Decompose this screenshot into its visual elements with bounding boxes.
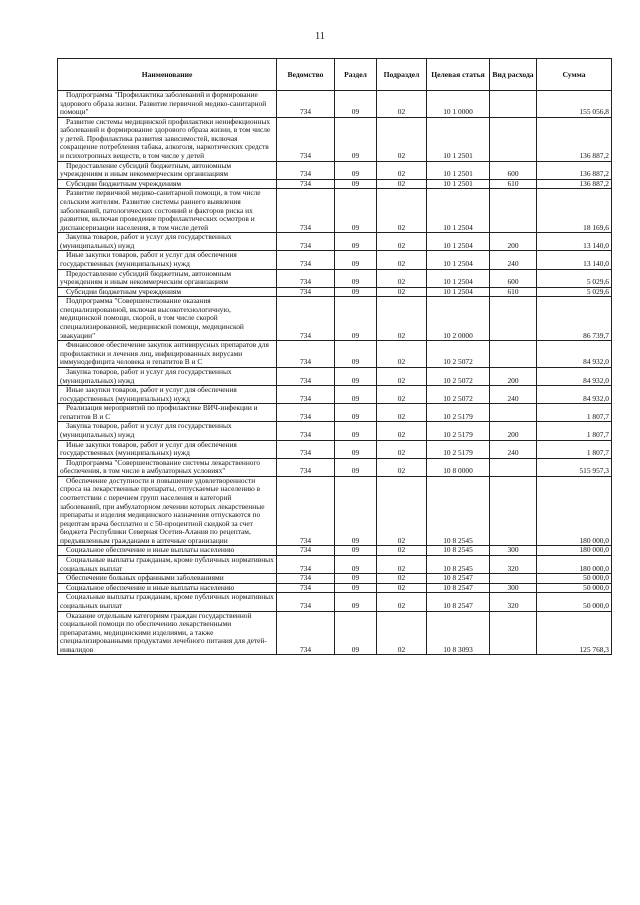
row-name: Реализация мероприятий по профилактике ВИЧ-инфекции и гепатитов В и С bbox=[58, 404, 277, 422]
row-target: 10 1 2504 bbox=[427, 269, 490, 287]
row-name: Субсидии бюджетным учреждениям bbox=[58, 179, 277, 189]
row-expense-type: 200 bbox=[490, 422, 537, 440]
row-name: Подпрограмма "Совершенствование системы лекарственного обеспечения, в том числе в амбулаторных условиях" bbox=[58, 458, 277, 476]
row-sum: 50 000,0 bbox=[537, 574, 612, 584]
table-row bbox=[58, 404, 612, 422]
row-expense-type bbox=[490, 574, 537, 584]
row-sum: 125 768,3 bbox=[537, 611, 612, 655]
row-section: 09 bbox=[335, 593, 377, 611]
row-expense-type bbox=[490, 117, 537, 161]
row-section: 09 bbox=[335, 117, 377, 161]
row-sum: 50 000,0 bbox=[537, 583, 612, 593]
row-subsection: 02 bbox=[377, 593, 427, 611]
row-sum: 5 029,6 bbox=[537, 287, 612, 297]
row-subsection: 02 bbox=[377, 341, 427, 368]
row-subsection: 02 bbox=[377, 91, 427, 118]
row-expense-type: 240 bbox=[490, 386, 537, 404]
row-expense-type: 320 bbox=[490, 593, 537, 611]
row-dept: 734 bbox=[277, 583, 335, 593]
row-expense-type bbox=[490, 341, 537, 368]
row-expense-type bbox=[490, 458, 537, 476]
row-sum: 136 887,2 bbox=[537, 161, 612, 179]
row-section: 09 bbox=[335, 341, 377, 368]
row-name: Социальное обеспечение и иные выплаты населению bbox=[58, 583, 277, 593]
row-sum: 180 000,0 bbox=[537, 476, 612, 546]
row-dept: 734 bbox=[277, 287, 335, 297]
table-row bbox=[58, 189, 612, 233]
row-name: Закупка товаров, работ и услуг для государственных (муниципальных) нужд bbox=[58, 367, 277, 385]
row-expense-type: 600 bbox=[490, 269, 537, 287]
row-section: 09 bbox=[335, 458, 377, 476]
row-target: 10 8 2545 bbox=[427, 556, 490, 574]
row-name: Предоставление субсидий бюджетным, автономным учреждениям и иным некоммерческим организациям bbox=[58, 161, 277, 179]
row-subsection: 02 bbox=[377, 458, 427, 476]
row-target: 10 1 2504 bbox=[427, 251, 490, 269]
table-row bbox=[58, 233, 612, 251]
row-sum: 155 056,8 bbox=[537, 91, 612, 118]
row-dept: 734 bbox=[277, 386, 335, 404]
row-subsection: 02 bbox=[377, 287, 427, 297]
row-section: 09 bbox=[335, 269, 377, 287]
row-dept: 734 bbox=[277, 404, 335, 422]
table-row bbox=[58, 117, 612, 161]
row-dept: 734 bbox=[277, 117, 335, 161]
row-subsection: 02 bbox=[377, 422, 427, 440]
row-target: 10 8 2545 bbox=[427, 476, 490, 546]
row-section: 09 bbox=[335, 546, 377, 556]
row-name: Развитие первичной медико-санитарной помощи, в том числе сельским жителям. Развитие системы раннего выявления заболеваний, патологических состояний и факторов риска их развития, включая проведение профилактических осмотров и диспансеризации населения, в том числе детей bbox=[58, 189, 277, 233]
row-dept: 734 bbox=[277, 367, 335, 385]
row-target: 10 2 5072 bbox=[427, 386, 490, 404]
budget-table bbox=[57, 58, 612, 655]
header-section: Раздел bbox=[335, 59, 377, 91]
row-subsection: 02 bbox=[377, 404, 427, 422]
header-target: Целевая статья bbox=[427, 59, 490, 91]
row-target: 10 8 2547 bbox=[427, 593, 490, 611]
row-dept: 734 bbox=[277, 611, 335, 655]
row-dept: 734 bbox=[277, 179, 335, 189]
table-row bbox=[58, 367, 612, 385]
table-header-row bbox=[58, 59, 612, 91]
row-section: 09 bbox=[335, 367, 377, 385]
table-row bbox=[58, 251, 612, 269]
row-target: 10 8 2545 bbox=[427, 546, 490, 556]
row-subsection: 02 bbox=[377, 386, 427, 404]
row-section: 09 bbox=[335, 404, 377, 422]
row-expense-type bbox=[490, 611, 537, 655]
row-name: Социальные выплаты гражданам, кроме публичных нормативных социальных выплат bbox=[58, 556, 277, 574]
table-row bbox=[58, 611, 612, 655]
table-row bbox=[58, 91, 612, 118]
row-target: 10 2 5179 bbox=[427, 404, 490, 422]
row-expense-type: 300 bbox=[490, 583, 537, 593]
table-row bbox=[58, 161, 612, 179]
row-expense-type bbox=[490, 189, 537, 233]
row-dept: 734 bbox=[277, 440, 335, 458]
row-expense-type: 610 bbox=[490, 179, 537, 189]
row-subsection: 02 bbox=[377, 251, 427, 269]
row-dept: 734 bbox=[277, 251, 335, 269]
row-dept: 734 bbox=[277, 269, 335, 287]
row-expense-type: 200 bbox=[490, 233, 537, 251]
row-subsection: 02 bbox=[377, 179, 427, 189]
row-sum: 180 000,0 bbox=[537, 556, 612, 574]
row-name: Закупка товаров, работ и услуг для государственных (муниципальных) нужд bbox=[58, 233, 277, 251]
row-section: 09 bbox=[335, 476, 377, 546]
row-section: 09 bbox=[335, 422, 377, 440]
table-row bbox=[58, 476, 612, 546]
row-name: Обеспечение больных орфанными заболеваниями bbox=[58, 574, 277, 584]
row-subsection: 02 bbox=[377, 189, 427, 233]
table-row bbox=[58, 458, 612, 476]
row-expense-type: 610 bbox=[490, 287, 537, 297]
row-target: 10 8 2547 bbox=[427, 574, 490, 584]
row-expense-type: 300 bbox=[490, 546, 537, 556]
row-sum: 1 807,7 bbox=[537, 422, 612, 440]
row-section: 09 bbox=[335, 611, 377, 655]
table-row bbox=[58, 386, 612, 404]
row-dept: 734 bbox=[277, 556, 335, 574]
row-section: 09 bbox=[335, 386, 377, 404]
header-subsection: Подраздел bbox=[377, 59, 427, 91]
row-sum: 136 887,2 bbox=[537, 117, 612, 161]
table-row bbox=[58, 574, 612, 584]
row-expense-type: 200 bbox=[490, 367, 537, 385]
row-section: 09 bbox=[335, 556, 377, 574]
row-subsection: 02 bbox=[377, 117, 427, 161]
row-sum: 1 807,7 bbox=[537, 440, 612, 458]
row-section: 09 bbox=[335, 583, 377, 593]
row-subsection: 02 bbox=[377, 440, 427, 458]
row-dept: 734 bbox=[277, 297, 335, 341]
row-target: 10 2 0000 bbox=[427, 297, 490, 341]
row-sum: 5 029,6 bbox=[537, 269, 612, 287]
header-dept: Ведомство bbox=[277, 59, 335, 91]
row-target: 10 2 5072 bbox=[427, 367, 490, 385]
row-subsection: 02 bbox=[377, 556, 427, 574]
row-expense-type: 240 bbox=[490, 440, 537, 458]
row-sum: 13 140,0 bbox=[537, 251, 612, 269]
row-section: 09 bbox=[335, 161, 377, 179]
row-section: 09 bbox=[335, 251, 377, 269]
row-name: Иные закупки товаров, работ и услуг для обеспечения государственных (муниципальных) нужд bbox=[58, 251, 277, 269]
row-dept: 734 bbox=[277, 91, 335, 118]
row-dept: 734 bbox=[277, 476, 335, 546]
row-name: Подпрограмма "Совершенствование оказания специализированной, включая высокотехнологичную, медицинской помощи, скорой, в том числе скорой специализированной, медицинской помощи, медицинской эвакуации" bbox=[58, 297, 277, 341]
row-target: 10 2 5179 bbox=[427, 440, 490, 458]
row-sum: 50 000,0 bbox=[537, 593, 612, 611]
row-target: 10 1 2504 bbox=[427, 233, 490, 251]
row-name: Подпрограмма "Профилактика заболеваний и формирование здорового образа жизни. Развитие первичной медико-санитарной помощи" bbox=[58, 91, 277, 118]
row-section: 09 bbox=[335, 91, 377, 118]
row-section: 09 bbox=[335, 440, 377, 458]
row-subsection: 02 bbox=[377, 476, 427, 546]
row-section: 09 bbox=[335, 189, 377, 233]
row-section: 09 bbox=[335, 574, 377, 584]
row-sum: 13 140,0 bbox=[537, 233, 612, 251]
row-name: Оказание отдельным категориям граждан государственной социальной помощи по обеспечению лекарственными препаратами, медицинскими изделиями, а также специализированными продуктами лечебного питания для детей-инвалидов bbox=[58, 611, 277, 655]
row-dept: 734 bbox=[277, 422, 335, 440]
row-sum: 180 000,0 bbox=[537, 546, 612, 556]
table-row bbox=[58, 341, 612, 368]
row-name: Иные закупки товаров, работ и услуг для обеспечения государственных (муниципальных) нужд bbox=[58, 440, 277, 458]
row-target: 10 2 5179 bbox=[427, 422, 490, 440]
row-sum: 84 932,0 bbox=[537, 386, 612, 404]
row-subsection: 02 bbox=[377, 367, 427, 385]
row-sum: 515 957,3 bbox=[537, 458, 612, 476]
row-subsection: 02 bbox=[377, 611, 427, 655]
row-dept: 734 bbox=[277, 233, 335, 251]
row-target: 10 1 2501 bbox=[427, 179, 490, 189]
row-subsection: 02 bbox=[377, 583, 427, 593]
row-expense-type bbox=[490, 476, 537, 546]
table-row bbox=[58, 440, 612, 458]
row-section: 09 bbox=[335, 297, 377, 341]
header-expense-type: Вид расхода bbox=[490, 59, 537, 91]
row-expense-type bbox=[490, 297, 537, 341]
row-name: Финансовое обеспечение закупок антивирусных препаратов для профилактики и лечения лиц, инфицированных вирусами иммунодефицита человека и гепатитов В и С bbox=[58, 341, 277, 368]
row-name: Развитие системы медицинской профилактики неинфекционных заболеваний и формирование здорового образа жизни, в том числе у детей. Профилактика развития зависимостей, включая сокращение потребления табака, алкоголя, наркотических средств и психотропных веществ, в том числе у детей bbox=[58, 117, 277, 161]
header-sum: Сумма bbox=[537, 59, 612, 91]
row-subsection: 02 bbox=[377, 546, 427, 556]
row-subsection: 02 bbox=[377, 161, 427, 179]
row-section: 09 bbox=[335, 179, 377, 189]
row-section: 09 bbox=[335, 287, 377, 297]
row-name: Субсидии бюджетным учреждениям bbox=[58, 287, 277, 297]
row-dept: 734 bbox=[277, 458, 335, 476]
row-sum: 84 932,0 bbox=[537, 367, 612, 385]
row-name: Предоставление субсидий бюджетным, автономным учреждениям и иным некоммерческим организациям bbox=[58, 269, 277, 287]
row-name: Социальные выплаты гражданам, кроме публичных нормативных социальных выплат bbox=[58, 593, 277, 611]
row-name: Обеспечение доступности и повышение удовлетворенности спроса на лекарственные препараты, отпускаемые населению в соответствии с перечнем групп населения и категорий заболеваний, при амбулаторном лечении которых лекарственные препараты и изделия медицинского назначения отпускаются по рецептам врача бесплатно и с 50-процентной скидкой за счет бюджета Республики Северная Осетия-Алания по рецептам, предъявленным гражданами в аптечные организации bbox=[58, 476, 277, 546]
row-target: 10 1 2504 bbox=[427, 287, 490, 297]
row-target: 10 1 0000 bbox=[427, 91, 490, 118]
row-expense-type bbox=[490, 404, 537, 422]
row-name: Социальное обеспечение и иные выплаты населению bbox=[58, 546, 277, 556]
row-target: 10 8 3093 bbox=[427, 611, 490, 655]
table-row bbox=[58, 269, 612, 287]
row-subsection: 02 bbox=[377, 269, 427, 287]
row-dept: 734 bbox=[277, 161, 335, 179]
table-row bbox=[58, 556, 612, 574]
row-target: 10 8 0000 bbox=[427, 458, 490, 476]
row-expense-type: 240 bbox=[490, 251, 537, 269]
row-subsection: 02 bbox=[377, 574, 427, 584]
row-subsection: 02 bbox=[377, 297, 427, 341]
row-expense-type: 600 bbox=[490, 161, 537, 179]
row-sum: 1 807,7 bbox=[537, 404, 612, 422]
row-target: 10 8 2547 bbox=[427, 583, 490, 593]
row-target: 10 2 5072 bbox=[427, 341, 490, 368]
row-sum: 18 169,6 bbox=[537, 189, 612, 233]
row-sum: 136 887,2 bbox=[537, 179, 612, 189]
row-dept: 734 bbox=[277, 574, 335, 584]
row-expense-type: 320 bbox=[490, 556, 537, 574]
table-row bbox=[58, 593, 612, 611]
row-expense-type bbox=[490, 91, 537, 118]
row-name: Закупка товаров, работ и услуг для государственных (муниципальных) нужд bbox=[58, 422, 277, 440]
row-dept: 734 bbox=[277, 189, 335, 233]
row-dept: 734 bbox=[277, 593, 335, 611]
table-row bbox=[58, 297, 612, 341]
row-sum: 86 739,7 bbox=[537, 297, 612, 341]
page-number: 11 bbox=[315, 31, 325, 42]
row-target: 10 1 2501 bbox=[427, 117, 490, 161]
header-name: Наименование bbox=[58, 59, 277, 91]
row-subsection: 02 bbox=[377, 233, 427, 251]
row-section: 09 bbox=[335, 233, 377, 251]
row-dept: 734 bbox=[277, 341, 335, 368]
row-name: Иные закупки товаров, работ и услуг для обеспечения государственных (муниципальных) нужд bbox=[58, 386, 277, 404]
row-dept: 734 bbox=[277, 546, 335, 556]
row-sum: 84 932,0 bbox=[537, 341, 612, 368]
row-target: 10 1 2501 bbox=[427, 161, 490, 179]
row-target: 10 1 2504 bbox=[427, 189, 490, 233]
table-row bbox=[58, 422, 612, 440]
